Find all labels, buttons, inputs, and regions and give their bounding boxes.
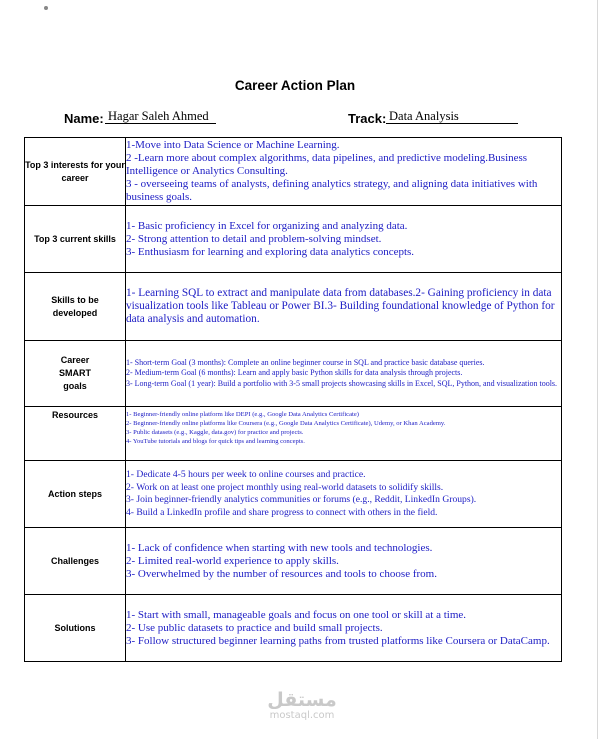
row-label-solutions [25, 595, 126, 662]
row-label-text: Top 3 interests for your career [25, 159, 125, 183]
name-label: Name: [64, 111, 104, 126]
list-item: 1- Lack of confidence when starting with new tools and technologies. [126, 541, 433, 554]
row-label-text: Skills to be developed [51, 294, 99, 318]
row-label-smart-goals [25, 341, 126, 407]
table-row [25, 341, 562, 407]
table-row [25, 206, 562, 273]
row-content-skills-to-develop [126, 273, 562, 341]
row-content-smart-goals [126, 341, 562, 407]
list-item: 1- Beginner-friendly online platform like DEPI (e.g., Google Data Analytics Certificate) [126, 411, 359, 418]
row-label-text: Career SMART goals [59, 355, 91, 391]
list-item: 2- Work on at least one project monthly using real-world datasets to solidify skills. [126, 481, 444, 493]
row-content-resources [126, 407, 562, 461]
row-label-resources [25, 407, 126, 461]
track-label: Track: [348, 111, 387, 126]
page-mark [44, 6, 48, 10]
list-item: 2- Strong attention to detail and problem-solving mindset. [126, 232, 382, 245]
name-value: Hagar Saleh Ahmed [105, 108, 216, 124]
list-item: 1-Move into Data Science or Machine Learning. [126, 139, 340, 151]
watermark-logo [262, 690, 342, 722]
list-item: 3 - overseeing teams of analysts, defining analytics strategy, and aligning data initiatives with business goals. [126, 178, 538, 203]
row-label-text: Solutions [54, 622, 96, 633]
list-item: 3- Public datasets (e.g., Kaggle, data.gov) for practice and projects. [126, 429, 304, 436]
row-label-current-skills [25, 206, 126, 273]
list-item: 1- Start with small, manageable goals and focus on one tool or skill at a time. [126, 608, 467, 621]
list-item: 3- Long-term Goal (1 year): Build a portfolio with 3-5 small projects showcasing skills in Excel, SQL, Python, and visualization tools. [126, 378, 558, 388]
list-item: 3- Overwhelmed by the number of resources and tools to choose from. [126, 567, 437, 580]
list-item: 2 -Learn more about complex algorithms, data pipelines, and predictive modeling.Business Intelligence or Analytics Consulting. [126, 152, 528, 177]
list-item: 1- Dedicate 4-5 hours per week to online courses and practice. [126, 469, 366, 480]
list-item: 2- Use public datasets to practice and build small projects. [126, 621, 383, 634]
table-row [25, 528, 562, 595]
row-label-skills-to-develop [25, 273, 126, 341]
watermark-arabic: مستقل [267, 689, 337, 711]
table-row [25, 407, 562, 461]
row-label-text: Top 3 current skills [34, 233, 116, 244]
document-title: Career Action Plan [234, 78, 356, 93]
row-content-challenges [126, 528, 562, 595]
row-label-interests [25, 138, 126, 206]
list-item: 3- Follow structured beginner learning paths from trusted platforms like Coursera or DataCamp. [126, 634, 550, 647]
table-row [25, 461, 562, 528]
table-row [25, 273, 562, 341]
table-row [25, 595, 562, 662]
row-label-text: Action steps [47, 488, 102, 499]
row-content-solutions [126, 595, 562, 662]
career-plan-table [24, 137, 562, 662]
list-item: 1- Learning SQL to extract and manipulate data from databases.2- Gaining proficiency in data visualization tools like Tableau or Power BI.3- Building foundational knowledge of Python for data analysis and automation. [126, 286, 555, 326]
table-row [25, 138, 562, 206]
row-content-interests [126, 138, 562, 206]
list-item: 3- Join beginner-friendly analytics communities or forums (e.g., Reddit, LinkedIn Groups). [126, 494, 477, 505]
row-content-current-skills [126, 206, 562, 273]
list-item: 1- Basic proficiency in Excel for organizing and analyzing data. [126, 219, 408, 232]
row-label-action-steps [25, 461, 126, 528]
list-item: 3- Enthusiasm for learning and exploring data analytics concepts. [126, 245, 415, 258]
list-item: 4- Build a LinkedIn profile and share progress to connect with others in the field. [126, 506, 438, 518]
list-item: 4- YouTube tutorials and blogs for quick tips and learning concepts. [126, 438, 305, 445]
list-item: 2- Medium-term Goal (6 months): Learn and apply basic Python skills for data analysis through projects. [126, 368, 463, 378]
track-value: Data Analysis [386, 108, 518, 124]
row-content-action-steps [126, 461, 562, 528]
row-label-text: Challenges [50, 555, 99, 566]
watermark-latin: mostaql.com [269, 710, 335, 721]
row-label-challenges [25, 528, 126, 595]
row-label-text: Resources [51, 410, 99, 420]
list-item: 2- Limited real-world experience to apply skills. [126, 554, 339, 567]
list-item: 1- Short-term Goal (3 months): Complete an online beginner course in SQL and practice basic database queries. [126, 357, 485, 367]
list-item: 2- Beginner-friendly online platforms like Coursera (e.g., Google Data Analytics Certificate), Udemy, or Khan Academy. [126, 420, 446, 427]
